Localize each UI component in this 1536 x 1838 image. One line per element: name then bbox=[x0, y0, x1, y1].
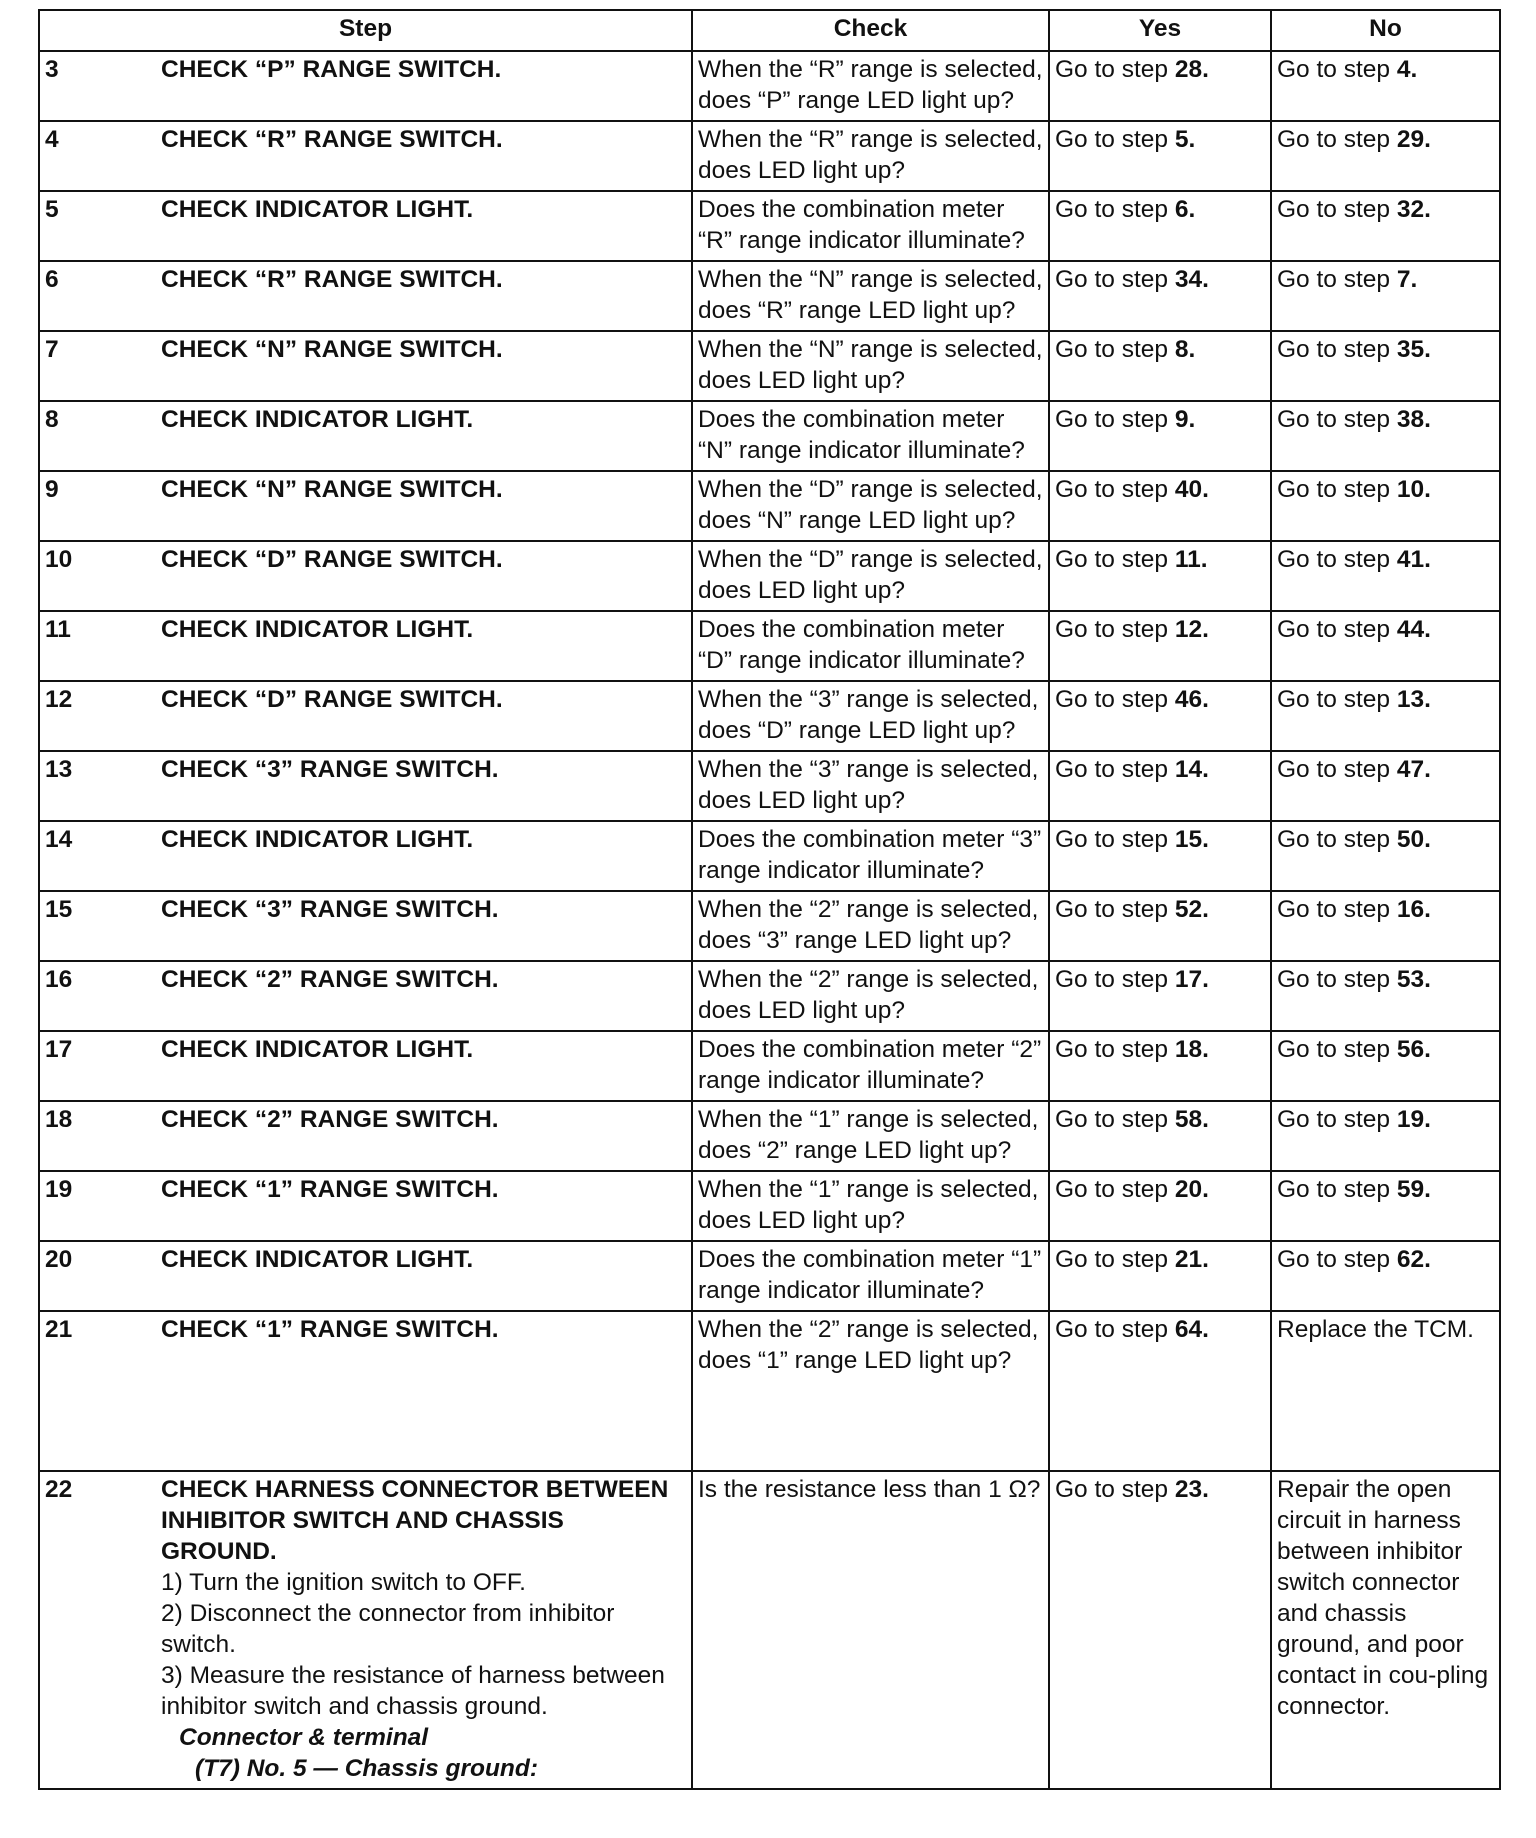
step-number: 20 bbox=[45, 1246, 73, 1273]
step-title: CHECK INDICATOR LIGHT. bbox=[161, 406, 474, 433]
yes-prefix: Go to step bbox=[1055, 126, 1175, 153]
yes-step: 14. bbox=[1174, 756, 1209, 783]
no-step: 19. bbox=[1396, 1106, 1431, 1133]
no-cell bbox=[1271, 261, 1500, 331]
yes-step: 40. bbox=[1174, 476, 1209, 503]
no-prefix: Go to step bbox=[1277, 896, 1397, 923]
check-text: When the “N” range is selected, does LED light up? bbox=[698, 336, 1043, 394]
no-prefix: Go to step bbox=[1277, 966, 1397, 993]
check-text: When the “1” range is selected, does “2” range LED light up? bbox=[698, 1106, 1039, 1164]
step-cell bbox=[39, 1171, 692, 1241]
check-cell bbox=[692, 821, 1049, 891]
step-cell bbox=[39, 1101, 692, 1171]
check-text: When the “R” range is selected, does LED light up? bbox=[698, 126, 1043, 184]
no-step: 47. bbox=[1396, 756, 1431, 783]
check-text: When the “3” range is selected, does LED light up? bbox=[698, 756, 1039, 814]
table-row bbox=[39, 681, 1500, 751]
no-cell bbox=[1271, 1471, 1500, 1789]
no-step: 13. bbox=[1396, 686, 1431, 713]
step-number: 19 bbox=[45, 1176, 73, 1203]
step-title: CHECK “D” RANGE SWITCH. bbox=[161, 686, 503, 713]
table-body bbox=[39, 51, 1500, 1789]
step-number: 22 bbox=[45, 1476, 73, 1503]
no-step: 35. bbox=[1396, 336, 1431, 363]
check-cell bbox=[692, 1471, 1049, 1789]
no-prefix: Go to step bbox=[1277, 1246, 1397, 1273]
yes-cell bbox=[1049, 1101, 1271, 1171]
no-step: 59. bbox=[1396, 1176, 1431, 1203]
no-step: 53. bbox=[1396, 966, 1431, 993]
header-row bbox=[39, 10, 1500, 51]
header-step: Step bbox=[39, 10, 692, 51]
no-prefix: Go to step bbox=[1277, 826, 1397, 853]
step-title: CHECK “2” RANGE SWITCH. bbox=[161, 966, 499, 993]
yes-step: 21. bbox=[1174, 1246, 1209, 1273]
yes-step: 18. bbox=[1174, 1036, 1209, 1063]
check-text: When the “3” range is selected, does “D” range LED light up? bbox=[698, 686, 1039, 744]
step-cell bbox=[39, 191, 692, 261]
step-cell bbox=[39, 1311, 692, 1471]
no-cell bbox=[1271, 331, 1500, 401]
no-cell bbox=[1271, 541, 1500, 611]
header-check: Check bbox=[692, 10, 1049, 51]
no-step: 44. bbox=[1396, 616, 1431, 643]
no-cell bbox=[1271, 471, 1500, 541]
table-row bbox=[39, 961, 1500, 1031]
yes-cell bbox=[1049, 681, 1271, 751]
check-text: When the “1” range is selected, does LED light up? bbox=[698, 1176, 1039, 1234]
table-row bbox=[39, 541, 1500, 611]
check-text: When the “R” range is selected, does “P” range LED light up? bbox=[698, 56, 1043, 114]
step-cell bbox=[39, 611, 692, 681]
step-title: CHECK “1” RANGE SWITCH. bbox=[161, 1176, 499, 1203]
no-cell bbox=[1271, 821, 1500, 891]
step-cell bbox=[39, 541, 692, 611]
step-title: CHECK “3” RANGE SWITCH. bbox=[161, 756, 499, 783]
step-title: CHECK INDICATOR LIGHT. bbox=[161, 1246, 474, 1273]
substep-2: 2) Disconnect the connector from inhibitor switch. bbox=[161, 1600, 615, 1658]
yes-cell bbox=[1049, 51, 1271, 121]
table-row bbox=[39, 751, 1500, 821]
yes-step: 34. bbox=[1174, 266, 1209, 293]
check-text: Does the combination meter “R” range indicator illuminate? bbox=[698, 196, 1025, 254]
yes-cell bbox=[1049, 751, 1271, 821]
check-text: Does the combination meter “1” range indicator illuminate? bbox=[698, 1246, 1042, 1304]
check-cell bbox=[692, 1311, 1049, 1471]
yes-cell bbox=[1049, 261, 1271, 331]
yes-prefix: Go to step bbox=[1055, 1036, 1175, 1063]
yes-cell bbox=[1049, 961, 1271, 1031]
step-number: 9 bbox=[45, 476, 59, 503]
yes-prefix: Go to step bbox=[1055, 1246, 1175, 1273]
no-cell bbox=[1271, 961, 1500, 1031]
substep-3: 3) Measure the resistance of harness between inhibitor switch and chassis ground. bbox=[161, 1662, 665, 1720]
check-cell bbox=[692, 401, 1049, 471]
check-cell bbox=[692, 1241, 1049, 1311]
no-step: 10. bbox=[1396, 476, 1431, 503]
yes-cell bbox=[1049, 471, 1271, 541]
step-number: 5 bbox=[45, 196, 59, 223]
table-row bbox=[39, 471, 1500, 541]
check-text: When the “D” range is selected, does “N” range LED light up? bbox=[698, 476, 1043, 534]
table-row bbox=[39, 331, 1500, 401]
yes-step: 58. bbox=[1174, 1106, 1209, 1133]
check-cell bbox=[692, 261, 1049, 331]
check-cell bbox=[692, 1171, 1049, 1241]
check-text: Does the combination meter “D” range indicator illuminate? bbox=[698, 616, 1025, 674]
step-cell bbox=[39, 961, 692, 1031]
step-cell bbox=[39, 401, 692, 471]
yes-prefix: Go to step bbox=[1055, 686, 1175, 713]
check-text: When the “2” range is selected, does LED light up? bbox=[698, 966, 1039, 1024]
table-row bbox=[39, 891, 1500, 961]
header-yes: Yes bbox=[1049, 10, 1271, 51]
step-title: CHECK INDICATOR LIGHT. bbox=[161, 196, 474, 223]
step-cell bbox=[39, 821, 692, 891]
step-number: 7 bbox=[45, 336, 59, 363]
check-cell bbox=[692, 891, 1049, 961]
step-title: CHECK INDICATOR LIGHT. bbox=[161, 1036, 474, 1063]
table-row bbox=[39, 1031, 1500, 1101]
step-cell bbox=[39, 51, 692, 121]
yes-prefix: Go to step bbox=[1055, 196, 1175, 223]
yes-prefix: Go to step bbox=[1055, 756, 1175, 783]
table-row bbox=[39, 51, 1500, 121]
step-title: CHECK “D” RANGE SWITCH. bbox=[161, 546, 503, 573]
step-title: CHECK “R” RANGE SWITCH. bbox=[161, 266, 503, 293]
step-cell bbox=[39, 471, 692, 541]
check-text: Does the combination meter “2” range indicator illuminate? bbox=[698, 1036, 1042, 1094]
no-prefix: Go to step bbox=[1277, 406, 1397, 433]
check-cell bbox=[692, 51, 1049, 121]
step-cell bbox=[39, 331, 692, 401]
check-text: When the “2” range is selected, does “1” range LED light up? bbox=[698, 1316, 1039, 1374]
no-prefix: Go to step bbox=[1277, 1036, 1397, 1063]
yes-prefix: Go to step bbox=[1055, 1476, 1175, 1503]
step-number: 13 bbox=[45, 756, 73, 783]
no-cell bbox=[1271, 121, 1500, 191]
check-text: When the “N” range is selected, does “R” range LED light up? bbox=[698, 266, 1043, 324]
no-cell bbox=[1271, 1101, 1500, 1171]
no-prefix: Go to step bbox=[1277, 686, 1397, 713]
step-number: 15 bbox=[45, 896, 73, 923]
yes-prefix: Go to step bbox=[1055, 616, 1175, 643]
no-step: 16. bbox=[1396, 896, 1431, 923]
step-number: 17 bbox=[45, 1036, 73, 1063]
yes-prefix: Go to step bbox=[1055, 1316, 1175, 1343]
check-text: Does the combination meter “3” range indicator illuminate? bbox=[698, 826, 1042, 884]
no-step: 62. bbox=[1396, 1246, 1431, 1273]
step-cell bbox=[39, 1031, 692, 1101]
yes-step: 46. bbox=[1174, 686, 1209, 713]
header-no: No bbox=[1271, 10, 1500, 51]
no-prefix: Go to step bbox=[1277, 616, 1397, 643]
step-title: CHECK “N” RANGE SWITCH. bbox=[161, 476, 503, 503]
yes-step: 6. bbox=[1174, 196, 1196, 223]
check-cell bbox=[692, 191, 1049, 261]
check-cell bbox=[692, 961, 1049, 1031]
yes-step: 9. bbox=[1174, 406, 1196, 433]
no-prefix: Go to step bbox=[1277, 476, 1397, 503]
step-cell bbox=[39, 1241, 692, 1311]
yes-cell bbox=[1049, 821, 1271, 891]
yes-prefix: Go to step bbox=[1055, 826, 1175, 853]
yes-step: 15. bbox=[1174, 826, 1209, 853]
table-row bbox=[39, 821, 1500, 891]
yes-cell bbox=[1049, 1311, 1271, 1471]
no-prefix: Go to step bbox=[1277, 546, 1397, 573]
yes-cell bbox=[1049, 331, 1271, 401]
yes-prefix: Go to step bbox=[1055, 266, 1175, 293]
no-prefix: Go to step bbox=[1277, 56, 1397, 83]
no-prefix: Replace the TCM. bbox=[1277, 1316, 1474, 1343]
yes-step: 12. bbox=[1174, 616, 1209, 643]
yes-cell bbox=[1049, 1241, 1271, 1311]
step-number: 16 bbox=[45, 966, 73, 993]
yes-cell bbox=[1049, 541, 1271, 611]
table-row bbox=[39, 261, 1500, 331]
yes-step: 52. bbox=[1174, 896, 1209, 923]
no-cell bbox=[1271, 751, 1500, 821]
check-cell bbox=[692, 681, 1049, 751]
yes-cell bbox=[1049, 1171, 1271, 1241]
table-row bbox=[39, 1241, 1500, 1311]
no-cell bbox=[1271, 1031, 1500, 1101]
diagnostic-table bbox=[38, 9, 1501, 1790]
yes-prefix: Go to step bbox=[1055, 56, 1175, 83]
table-row bbox=[39, 191, 1500, 261]
step-title: CHECK INDICATOR LIGHT. bbox=[161, 616, 474, 643]
yes-step: 23. bbox=[1174, 1476, 1209, 1503]
check-text: Is the resistance less than 1 Ω? bbox=[698, 1476, 1041, 1503]
no-prefix: Go to step bbox=[1277, 336, 1397, 363]
step-number: 4 bbox=[45, 126, 59, 153]
no-cell bbox=[1271, 611, 1500, 681]
check-cell bbox=[692, 751, 1049, 821]
step-title: CHECK HARNESS CONNECTOR BETWEEN INHIBITOR SWITCH AND CHASSIS GROUND. bbox=[161, 1476, 669, 1565]
step-title: CHECK “2” RANGE SWITCH. bbox=[161, 1106, 499, 1133]
step-title: CHECK “R” RANGE SWITCH. bbox=[161, 126, 503, 153]
yes-cell bbox=[1049, 121, 1271, 191]
step-number: 8 bbox=[45, 406, 59, 433]
yes-prefix: Go to step bbox=[1055, 1106, 1175, 1133]
table-row bbox=[39, 121, 1500, 191]
table-row bbox=[39, 1101, 1500, 1171]
step-number: 12 bbox=[45, 686, 73, 713]
step-number: 18 bbox=[45, 1106, 73, 1133]
check-text: Does the combination meter “N” range indicator illuminate? bbox=[698, 406, 1025, 464]
yes-step: 8. bbox=[1174, 336, 1196, 363]
no-cell bbox=[1271, 1241, 1500, 1311]
no-prefix: Go to step bbox=[1277, 756, 1397, 783]
check-cell bbox=[692, 611, 1049, 681]
check-cell bbox=[692, 1101, 1049, 1171]
table-row bbox=[39, 1471, 1500, 1789]
yes-step: 5. bbox=[1174, 126, 1196, 153]
table-row bbox=[39, 611, 1500, 681]
step-title: CHECK INDICATOR LIGHT. bbox=[161, 826, 474, 853]
yes-cell bbox=[1049, 191, 1271, 261]
yes-step: 28. bbox=[1174, 56, 1209, 83]
step-title: CHECK “3” RANGE SWITCH. bbox=[161, 896, 499, 923]
no-prefix: Go to step bbox=[1277, 1106, 1397, 1133]
yes-prefix: Go to step bbox=[1055, 476, 1175, 503]
yes-cell bbox=[1049, 401, 1271, 471]
check-cell bbox=[692, 121, 1049, 191]
no-step: 56. bbox=[1396, 1036, 1431, 1063]
yes-cell bbox=[1049, 611, 1271, 681]
no-prefix: Go to step bbox=[1277, 1176, 1397, 1203]
no-text: Repair the open circuit in harness between inhibitor switch connector and chassis ground, and poor contact in cou-pling connector. bbox=[1277, 1476, 1489, 1720]
no-cell bbox=[1271, 681, 1500, 751]
check-cell bbox=[692, 331, 1049, 401]
step-title: CHECK “1” RANGE SWITCH. bbox=[161, 1316, 499, 1343]
no-cell bbox=[1271, 891, 1500, 961]
no-cell bbox=[1271, 1171, 1500, 1241]
yes-cell bbox=[1049, 891, 1271, 961]
step-cell bbox=[39, 751, 692, 821]
no-prefix: Go to step bbox=[1277, 126, 1397, 153]
no-cell bbox=[1271, 1311, 1500, 1471]
no-step: 50. bbox=[1396, 826, 1431, 853]
connector-terminal-label: Connector & terminal bbox=[179, 1724, 429, 1751]
no-cell bbox=[1271, 191, 1500, 261]
yes-prefix: Go to step bbox=[1055, 966, 1175, 993]
no-prefix: Go to step bbox=[1277, 266, 1397, 293]
yes-cell bbox=[1049, 1031, 1271, 1101]
yes-prefix: Go to step bbox=[1055, 546, 1175, 573]
step-number: 14 bbox=[45, 826, 73, 853]
step-number: 6 bbox=[45, 266, 59, 293]
table-row bbox=[39, 1171, 1500, 1241]
yes-prefix: Go to step bbox=[1055, 336, 1175, 363]
no-cell bbox=[1271, 401, 1500, 471]
yes-cell bbox=[1049, 1471, 1271, 1789]
step-cell bbox=[39, 1471, 692, 1789]
table-row bbox=[39, 1311, 1500, 1471]
step-cell bbox=[39, 121, 692, 191]
step-cell bbox=[39, 261, 692, 331]
step-number: 11 bbox=[45, 616, 71, 643]
no-cell bbox=[1271, 51, 1500, 121]
check-text: When the “D” range is selected, does LED light up? bbox=[698, 546, 1043, 604]
yes-step: 20. bbox=[1174, 1176, 1209, 1203]
check-cell bbox=[692, 541, 1049, 611]
no-step: 29. bbox=[1396, 126, 1431, 153]
step-number: 21 bbox=[45, 1316, 73, 1343]
check-cell bbox=[692, 471, 1049, 541]
step-title: CHECK “N” RANGE SWITCH. bbox=[161, 336, 503, 363]
step-cell bbox=[39, 681, 692, 751]
check-text: When the “2” range is selected, does “3” range LED light up? bbox=[698, 896, 1039, 954]
no-step: 41. bbox=[1396, 546, 1431, 573]
step-body bbox=[161, 1474, 681, 1784]
no-prefix: Go to step bbox=[1277, 196, 1397, 223]
no-step: 38. bbox=[1396, 406, 1431, 433]
step-number: 10 bbox=[45, 546, 73, 573]
no-step: 7. bbox=[1396, 266, 1418, 293]
yes-prefix: Go to step bbox=[1055, 1176, 1175, 1203]
substep-1: 1) Turn the ignition switch to OFF. bbox=[161, 1569, 526, 1596]
no-step: 4. bbox=[1396, 56, 1418, 83]
yes-step: 11. bbox=[1174, 546, 1208, 573]
yes-prefix: Go to step bbox=[1055, 896, 1175, 923]
check-cell bbox=[692, 1031, 1049, 1101]
yes-step: 64. bbox=[1174, 1316, 1209, 1343]
connector-terminal-value: (T7) No. 5 — Chassis ground: bbox=[195, 1755, 539, 1782]
no-step: 32. bbox=[1396, 196, 1431, 223]
yes-prefix: Go to step bbox=[1055, 406, 1175, 433]
table-row bbox=[39, 401, 1500, 471]
step-cell bbox=[39, 891, 692, 961]
step-title: CHECK “P” RANGE SWITCH. bbox=[161, 56, 502, 83]
yes-step: 17. bbox=[1174, 966, 1209, 993]
step-number: 3 bbox=[45, 56, 59, 83]
